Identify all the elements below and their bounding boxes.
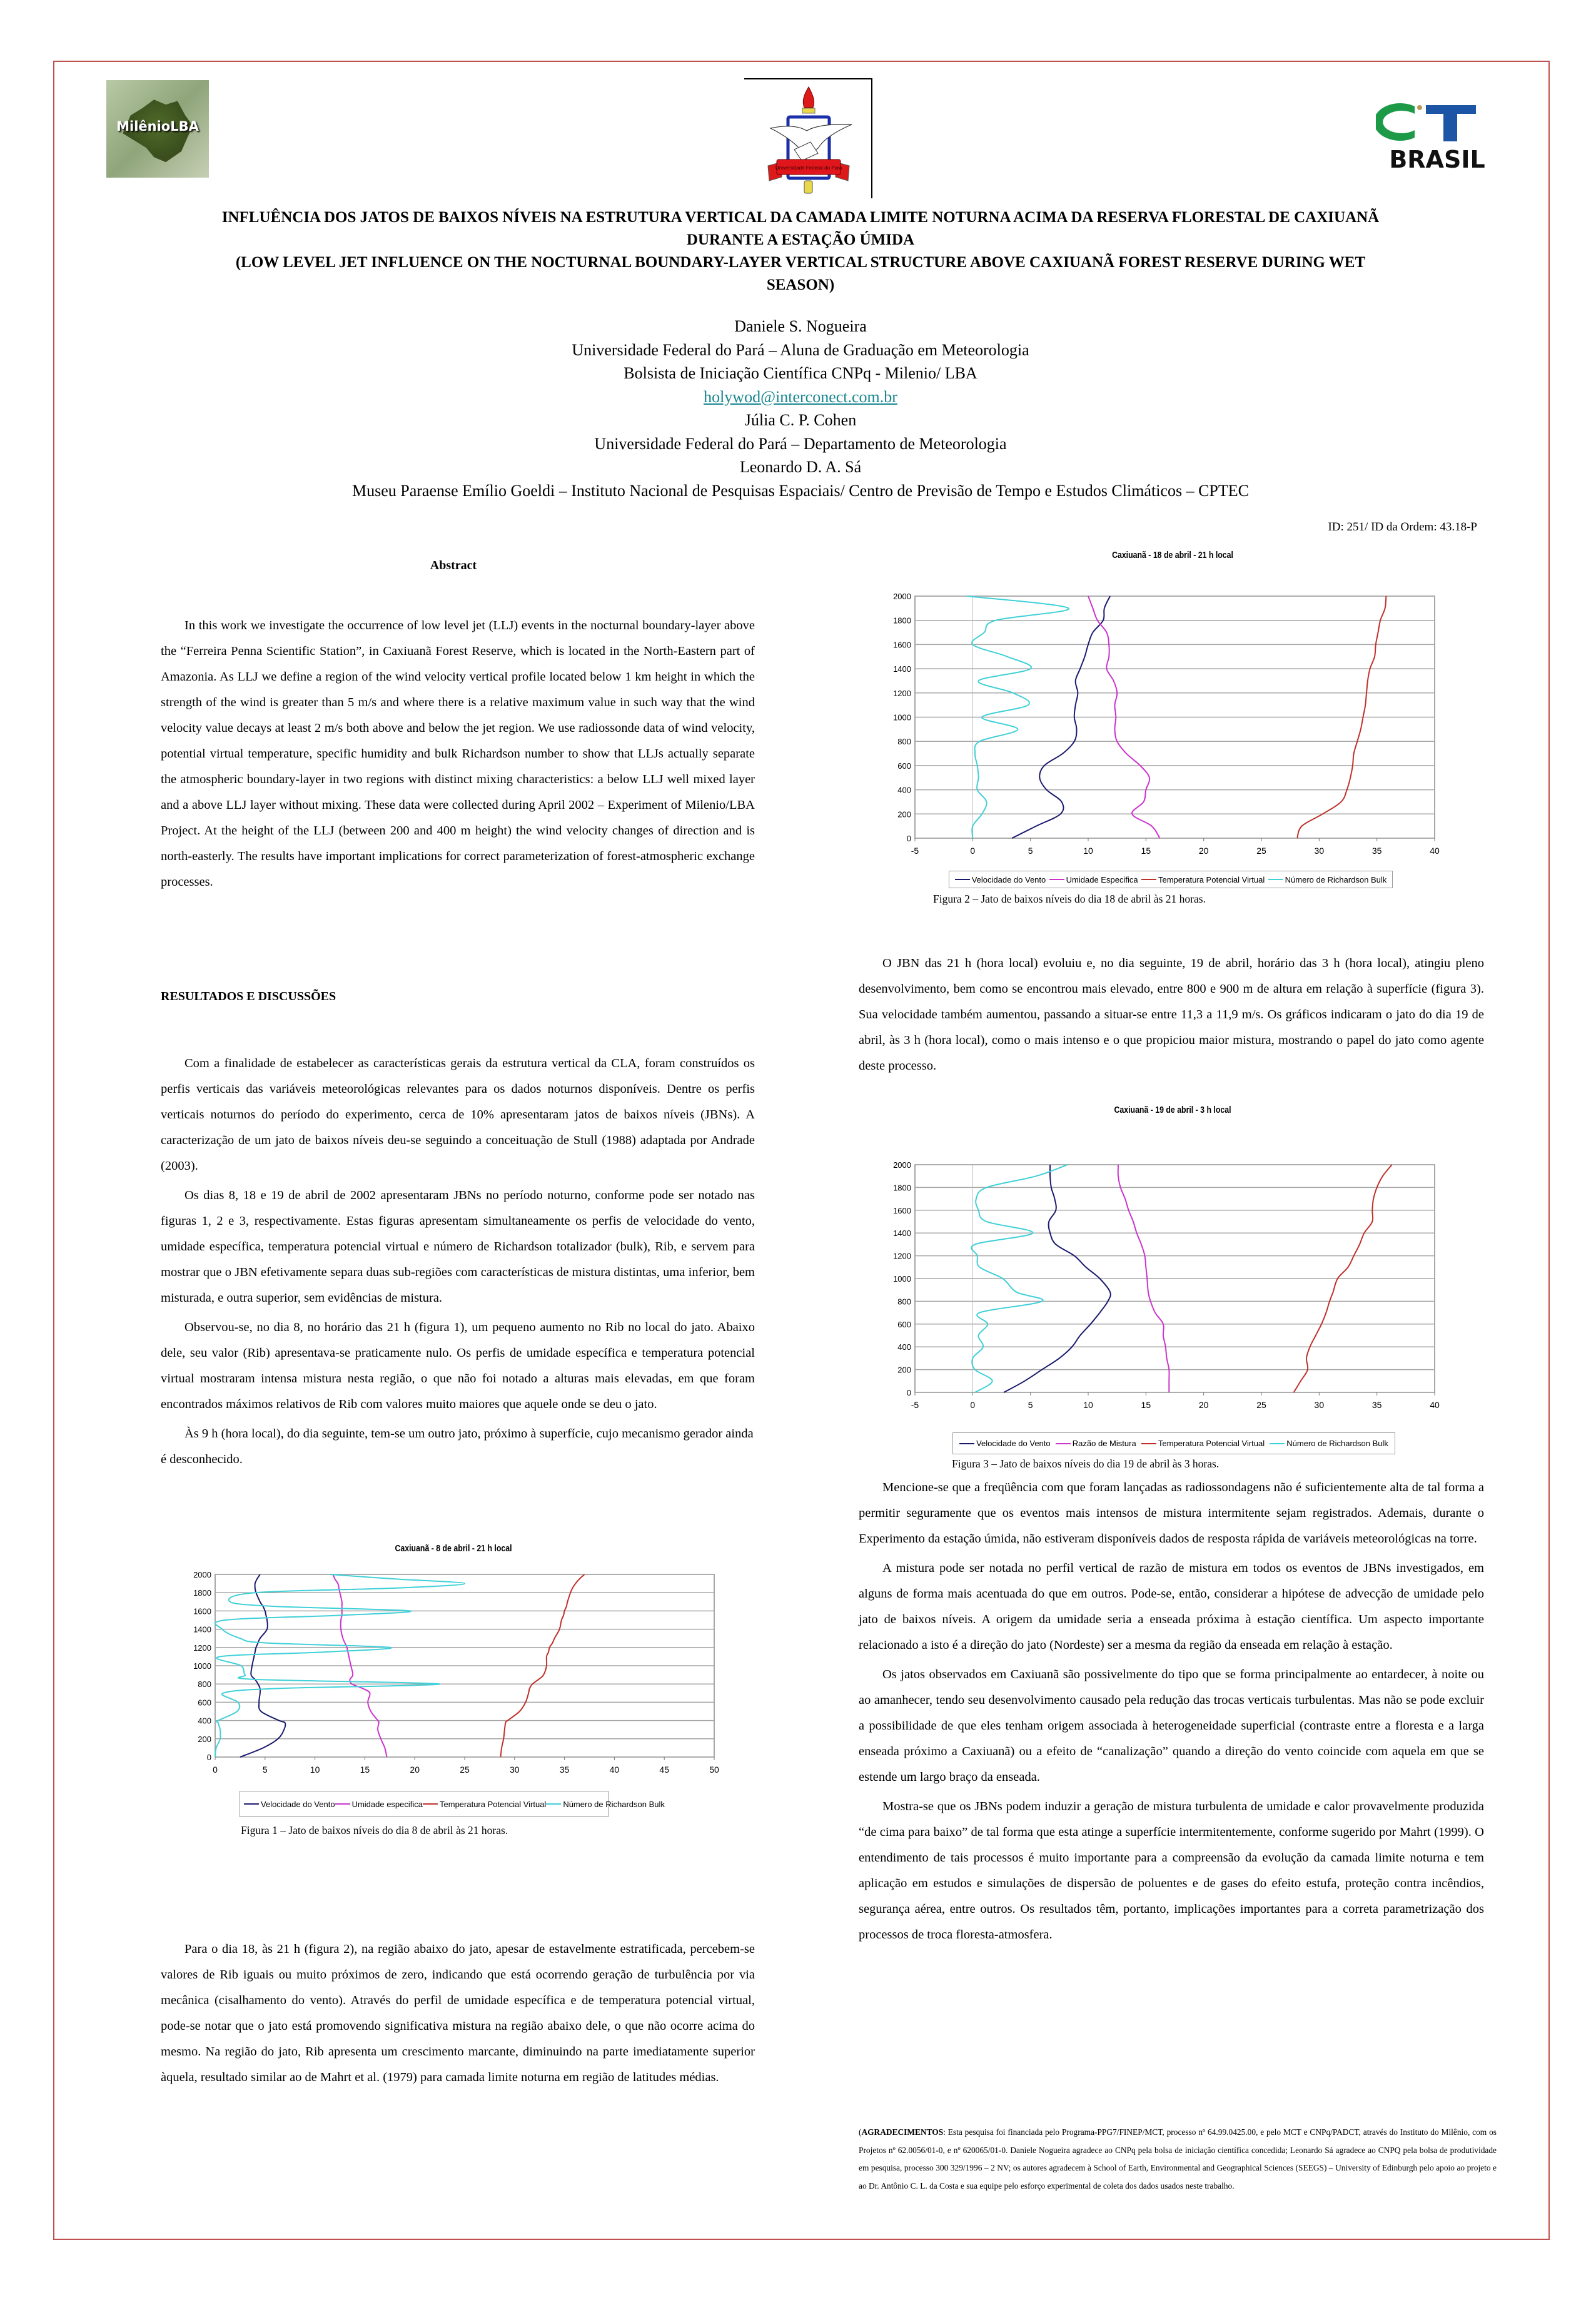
svg-text:800: 800 [897, 737, 911, 747]
author-3-affiliation: Museu Paraense Emílio Goeldi – Instituto Nacional de Pesquisas Espaciais/ Centro de Previsão de Tempo e Estudos Climáticos – CPTEC [352, 481, 1249, 500]
legend-swatch-icon [1141, 879, 1156, 880]
author-1-scholarship: Bolsista de Iniciação Científica CNPq - Milenio/ LBA [624, 364, 977, 382]
svg-text:30: 30 [1314, 846, 1325, 856]
svg-text:35: 35 [1371, 846, 1382, 856]
legend-item: Número de Richardson Bulk [1268, 875, 1387, 884]
svg-text:1000: 1000 [893, 1274, 911, 1284]
svg-text:200: 200 [897, 1365, 911, 1375]
svg-text:600: 600 [897, 761, 911, 771]
svg-text:0: 0 [906, 834, 911, 843]
svg-text:1600: 1600 [893, 640, 911, 650]
results-right-top [859, 951, 1484, 1079]
svg-text:0: 0 [206, 1753, 211, 1762]
results-left-bottom [161, 1937, 755, 2090]
legend-item: Velocidade do Vento [955, 875, 1046, 884]
title-en-line1: (LOW LEVEL JET INFLUENCE ON THE NOCTURNAL BOUNDARY-LAYER VERTICAL STRUCTURE ABOVE CAXIUANÃ FOREST RESERVE DURING WET [235, 254, 1366, 271]
svg-text:10: 10 [310, 1765, 320, 1775]
svg-text:600: 600 [897, 1319, 911, 1329]
svg-text:50: 50 [709, 1765, 719, 1775]
ufpa-logo [744, 78, 872, 198]
legend-swatch-icon [1141, 1443, 1156, 1444]
svg-text:1800: 1800 [893, 1183, 911, 1193]
figure-caption: Figura 2 – Jato de baixos níveis do dia 18 de abril às 21 horas. [933, 893, 1206, 905]
svg-text:0: 0 [213, 1765, 218, 1775]
svg-text:35: 35 [559, 1765, 570, 1775]
results-left-top [161, 1051, 755, 1472]
svg-text:1800: 1800 [893, 616, 911, 626]
author-block [94, 315, 1507, 502]
results-paragraph-9: Os jatos observados em Caxiuanã são possivelmente do tipo que se forma principalmente ao entardecer, à noite ou ao amanhecer, tendo seu desenvolvimento causado pela redução das trocas verticais turbulentas. Mas não se pode excluir a possibilidade de que eles tenham origem associada à heterogeneidade superficial (contraste entre a floresta e a larga enseada próximo a Caxiuanã) ou a efeito de “canalização” quando a direção do vento coincide com aquela em que se estende um largo braço da enseada. [859, 1668, 1484, 1784]
legend-swatch-icon [335, 1803, 350, 1805]
legend-swatch-icon [244, 1803, 259, 1805]
svg-text:2000: 2000 [193, 1570, 211, 1579]
legend-item: Umidade Especifica [1049, 875, 1138, 884]
submission-id: ID: 251/ ID da Ordem: 43.18-P [1328, 520, 1477, 534]
svg-text:800: 800 [897, 1297, 911, 1307]
svg-text:400: 400 [897, 1342, 911, 1352]
svg-text:5: 5 [1028, 1400, 1033, 1410]
svg-text:40: 40 [1430, 846, 1440, 856]
poster-title [94, 206, 1507, 296]
legend-item: Temperatura Potencial Virtual [423, 1800, 546, 1809]
author-1-affiliation: Universidade Federal do Pará – Aluna de Graduação em Meteorologia [572, 340, 1029, 359]
svg-text:2000: 2000 [893, 1160, 911, 1170]
chart-legend [949, 871, 1393, 888]
milenio-lba-logo-text: MilênioLBA [116, 119, 199, 134]
milenio-lba-logo [106, 80, 209, 178]
svg-text:1200: 1200 [193, 1643, 211, 1653]
svg-text:25: 25 [1256, 1400, 1266, 1410]
svg-text:-5: -5 [911, 846, 919, 856]
acknowledgments-text: : Esta pesquisa foi financiada pelo Programa-PPG7/FINEP/MCT, processo nº 64.99.0425.00, e pelo MCT e CNPq/PADCT, através do Instituto do Milênio, com os Projetos nº 62.0056/01-0, e nº 620065/01-0. Daniele Nogueira agradece ao CNPq pela bolsa de iniciação científica concedida; Leonardo Sá agradece ao CNPQ pela bolsa de produtividade em pesquisa, processo 300 329/1996 – 2 NV; os autores agradecem à School of Earth, Environmental and Geographical Sciences (SEEGS) – University of Edinburgh pelo apoio ao projeto e ao Dr. Antônio C. L. da Costa e sua equipe pelo esforço experimental de coleta dos dados usados neste trabalho. [859, 2127, 1497, 2191]
legend-item: Razão de Mistura [1056, 1439, 1136, 1448]
svg-text:1600: 1600 [893, 1205, 911, 1215]
svg-text:0: 0 [970, 1400, 976, 1410]
acknowledgments: (AGRADECIMENTOS: Esta pesquisa foi financiada pelo Programa-PPG7/FINEP/MCT, processo nº 64.99.0425.00, e pelo MCT e CNPq/PADCT, através do Instituto do Milênio, com os Projetos nº 62.0056/01-0, e nº 620065/01-0. Daniele Nogueira agradece ao CNPq pela bolsa de iniciação científica concedida; Leonardo Sá agradece ao CNPQ pela bolsa de produtividade em pesquisa, processo 300 329/1996 – 2 NV; os autores agradecem à School of Earth, Environmental and Geographical Sciences (SEEGS) – University of Edinburgh pelo apoio ao projeto e ao Dr. Antônio C. L. da Costa e sua equipe pelo esforço experimental de coleta dos dados usados neste trabalho. [859, 2127, 1497, 2191]
ct-brasil-text: BRASIL [1389, 146, 1485, 173]
svg-text:10: 10 [1083, 1400, 1093, 1410]
chart-plot [876, 544, 1470, 876]
legend-swatch-icon [1270, 1443, 1285, 1444]
legend-item: Velocidade do Vento [959, 1439, 1051, 1448]
results-paragraph-8: A mistura pode ser notada no perfil vertical de razão de mistura em todos os eventos de JBNs investigados, em alguns de forma mais acentuada do que em outros. Pode-se, então, considerar a hipótese de advecção de umidade pelo jato de baixos níveis. A origem da umidade seria a enseada próxima à estação científica. Um aspecto importante relacionado a isto é a direção do jato (Nordeste) ser a mesma da região da enseada em relação à estação. [859, 1561, 1484, 1652]
svg-text:400: 400 [198, 1716, 211, 1726]
abstract-body [161, 613, 755, 895]
ufpa-crest-icon [744, 79, 872, 200]
svg-text:20: 20 [410, 1765, 420, 1775]
svg-text:2000: 2000 [893, 592, 911, 601]
legend-swatch-icon [546, 1803, 561, 1805]
svg-text:200: 200 [897, 809, 911, 819]
ufpa-ribbon-text: Universidade Federal do Pará [775, 165, 842, 171]
legend-swatch-icon [423, 1803, 438, 1805]
svg-text:1200: 1200 [893, 1251, 911, 1261]
figure-1-chart [156, 1532, 750, 1883]
results-paragraph-6: O JBN das 21 h (hora local) evoluiu e, no dia seguinte, 19 de abril, horário das 3 h (hora local), atingiu pleno desenvolvimento, bem como se encontrou mais elevado, entre 800 e 900 m de altura em relação à superfície (figura 3). Sua velocidade também aumentou, passando a situar-se entre 11,3 a 11,9 m/s. Os gráficos indicaram o jato do dia 19 de abril, às 3 h (hora local), como o mais intenso e o que propiciou maior mistura, mostrando o papel do jato como agente deste processo. [859, 956, 1484, 1073]
svg-text:1000: 1000 [893, 712, 911, 722]
results-paragraph-10: Mostra-se que os JBNs podem induzir a geração de mistura turbulenta de umidade e calor provavelmente produzida “de cima para baixo” de tal forma que esta atinge a superfície intermitentemente, conforme sugerido por Mahrt (1999). O entendimento de tais processos é muito importante para a compreensão da evolução da camada limite noturna e tem aplicação em estudos e simulações de dispersão de poluentes e de gases do efeito estufa, proteção contra incêndios, segurança aérea, entre outros. Os resultados têm, portanto, implicações importantes para a correta parametrização dos processos de troca floresta-atmosfera. [859, 1800, 1484, 1942]
figure-3-chart [876, 1092, 1470, 1470]
results-paragraph-3: Observou-se, no dia 8, no horário das 21 h (figura 1), um pequeno aumento no Rib no local do jato. Abaixo dele, seu valor (Rib) apresentava-se praticamente nulo. Os perfis de umidade específica e temperatura potencial virtual mostraram intensa mistura nesta região, o que não foi notado a alturas mais elevadas, em que foram encontrados máximos relativos de Rib com valores muito maiores que aquele onde se deu o jato. [161, 1320, 755, 1411]
svg-text:25: 25 [460, 1765, 470, 1775]
svg-text:15: 15 [1141, 846, 1151, 856]
figure-caption: Figura 1 – Jato de baixos níveis do dia 8 de abril às 21 horas. [241, 1824, 508, 1836]
ct-mark-icon [1376, 100, 1488, 175]
author-3-name: Leonardo D. A. Sá [739, 458, 862, 476]
chart-title: Caxiuanã - 8 de abril - 21 h local [395, 1544, 512, 1554]
svg-text:5: 5 [262, 1765, 268, 1775]
svg-text:25: 25 [1256, 846, 1266, 856]
author-1-email-link[interactable]: holywod@interconect.com.br [704, 387, 897, 406]
chart-title: Caxiuanã - 18 de abril - 21 h local [1112, 550, 1233, 560]
svg-text:800: 800 [198, 1679, 211, 1689]
svg-text:45: 45 [659, 1765, 669, 1775]
acknowledgments-label: AGRADECIMENTOS [861, 2127, 944, 2137]
title-pt-line1: INFLUÊNCIA DOS JATOS DE BAIXOS NÍVEIS NA ESTRUTURA VERTICAL DA CAMADA LIMITE NOTURNA ACIMA DA RESERVA FLORESTAL DE CAXIUANÃ [221, 209, 1380, 226]
svg-text:20: 20 [1198, 846, 1209, 856]
author-2-name: Júlia C. P. Cohen [744, 411, 857, 429]
svg-text:30: 30 [510, 1765, 520, 1775]
svg-text:1000: 1000 [193, 1661, 211, 1671]
legend-swatch-icon [1049, 879, 1064, 880]
svg-text:1200: 1200 [893, 688, 911, 698]
svg-text:30: 30 [1314, 1400, 1325, 1410]
results-heading: RESULTADOS E DISCUSSÕES [161, 990, 336, 1003]
abstract-paragraph: In this work we investigate the occurrence of low level jet (LLJ) events in the nocturnal boundary-layer above the “Ferreira Penna Scientific Station”, in Caxiuanã Forest Reserve, which is located in the North-Eastern part of Amazonia. As LLJ we define a region of the wind velocity vertical profile located below 1 km height in which the strength of the wind is greater than 5 m/s and where there is a relative maximum value in such way that the wind velocity value decays at least 2 m/s both above and below the jet region. We use radiossonde data of wind velocity, potential virtual temperature, specific humidity and bulk Richardson number to show that LLJs actually separate the atmospheric boundary-layer in two regions with distinct mixing characteristics: a below LLJ well mixed layer and a above LLJ layer without mixing. These data were collected during April 2002 – Experiment of Milenio/LBA Project. At the height of the LLJ (between 200 and 400 m height) the wind velocity changes of direction and is north-easterly. The results have important implications for correct parameterization of forest-atmospheric exchange processes. [161, 619, 755, 889]
results-paragraph-5: Para o dia 18, às 21 h (figura 2), na região abaixo do jato, apesar de estavelmente estratificada, percebem-se valores de Rib iguais ou muito próximos de zero, indicando que está ocorrendo geração de turbulência por via mecânica (cisalhamento do vento). Através do perfil de umidade específica e de temperatura potencial virtual, pode-se notar que o jato está promovendo significativa mistura na região abaixo dele, o que não ocorre acima do mesmo. Na região do jato, Rib apresenta um crescimento marcante, diminuindo na parte imediatamente superior àquela, resultado similar ao de Mahrt et al. (1979) para camada limite noturna em região de latitudes médias. [161, 1942, 755, 2084]
legend-swatch-icon [959, 1443, 974, 1444]
svg-text:20: 20 [1198, 1400, 1209, 1410]
svg-text:1600: 1600 [193, 1606, 211, 1616]
svg-text:1400: 1400 [893, 664, 911, 674]
title-en-line2: SEASON) [766, 276, 835, 293]
results-paragraph-2: Os dias 8, 18 e 19 de abril de 2002 apresentaram JBNs no período noturno, conforme pode ser notado nas figuras 1, 2 e 3, respectivamente. Estas figuras apresentam simultaneamente os perfis de velocidade do vento, umidade específica, temperatura potencial virtual e número de Richardson totalizador (bulk), Rib, e servem para mostrar que o JBN efetivamente separa duas sub-regiões com características de mistura distintas, uma inferior, bem misturada, e outra superior, sem evidências de mistura. [161, 1188, 755, 1305]
legend-item: Temperatura Potencial Virtual [1141, 875, 1265, 884]
svg-text:-5: -5 [911, 1400, 919, 1410]
svg-text:5: 5 [1028, 846, 1033, 856]
legend-item: Número de Richardson Bulk [1270, 1439, 1388, 1448]
author-1-name: Daniele S. Nogueira [734, 317, 867, 335]
legend-swatch-icon [1056, 1443, 1071, 1444]
legend-item: Velocidade do Vento [244, 1800, 335, 1809]
svg-text:15: 15 [1141, 1400, 1151, 1410]
chart-plot [876, 1092, 1470, 1429]
abstract-heading: Abstract [430, 559, 477, 572]
svg-text:1400: 1400 [893, 1228, 911, 1239]
legend-item: Temperatura Potencial Virtual [1141, 1439, 1265, 1448]
author-2-affiliation: Universidade Federal do Pará – Departamento de Meteorologia [594, 434, 1007, 453]
legend-swatch-icon [1268, 879, 1283, 880]
svg-text:15: 15 [360, 1765, 370, 1775]
legend-item: Número de Richardson Bulk [546, 1800, 665, 1809]
svg-text:200: 200 [198, 1734, 211, 1744]
svg-text:1400: 1400 [193, 1624, 211, 1634]
legend-item: Umidade especifica [335, 1800, 423, 1809]
svg-text:10: 10 [1083, 846, 1093, 856]
title-pt-line2: DURANTE A ESTAÇÃO ÚMIDA [686, 231, 915, 248]
figure-2-chart [876, 544, 1470, 905]
chart-title: Caxiuanã - 19 de abril - 3 h local [1114, 1105, 1231, 1115]
svg-text:0: 0 [906, 1388, 911, 1397]
svg-text:400: 400 [897, 785, 911, 795]
chart-legend [240, 1791, 665, 1817]
svg-text:1800: 1800 [193, 1588, 211, 1598]
results-paragraph-4: Às 9 h (hora local), do dia seguinte, tem-se um outro jato, próximo à superfície, cujo mecanismo gerador ainda é desconhecido. [161, 1427, 754, 1466]
results-right-bottom [859, 1475, 1484, 1948]
svg-text:40: 40 [1430, 1400, 1440, 1410]
svg-text:0: 0 [970, 846, 976, 856]
results-paragraph-7: Mencione-se que a freqüência com que foram lançadas as radiossondagens não é suficientemente alta de tal forma a permitir seguramente que os eventos mais intensos de mistura intermitente sejam registrados. Ademais, durante o Experimento da estação úmida, não estiveram disponíveis dados de resposta rápida de variáveis meteorológicas na torre. [859, 1481, 1484, 1546]
svg-text:35: 35 [1371, 1400, 1382, 1410]
svg-text:600: 600 [198, 1698, 211, 1708]
chart-legend [952, 1432, 1395, 1454]
results-paragraph-1: Com a finalidade de estabelecer as características gerais da estrutura vertical da CLA, foram construídos os perfis verticais das variáveis meteorológicas relevantes para os dados noturnos disponíveis. Dentre os perfis verticais noturnos do período do experimento, cerca de 10% apresentaram jatos de baixos níveis (JBNs). A caracterização de um jato de baixos níveis deu-se seguindo a conceituação de Stull (1988) adaptada por Andrade (2003). [161, 1056, 755, 1173]
legend-swatch-icon [955, 879, 970, 880]
svg-text:40: 40 [609, 1765, 620, 1775]
figure-caption: Figura 3 – Jato de baixos níveis do dia 19 de abril às 3 horas. [952, 1457, 1220, 1470]
ct-brasil-logo [1376, 100, 1488, 175]
